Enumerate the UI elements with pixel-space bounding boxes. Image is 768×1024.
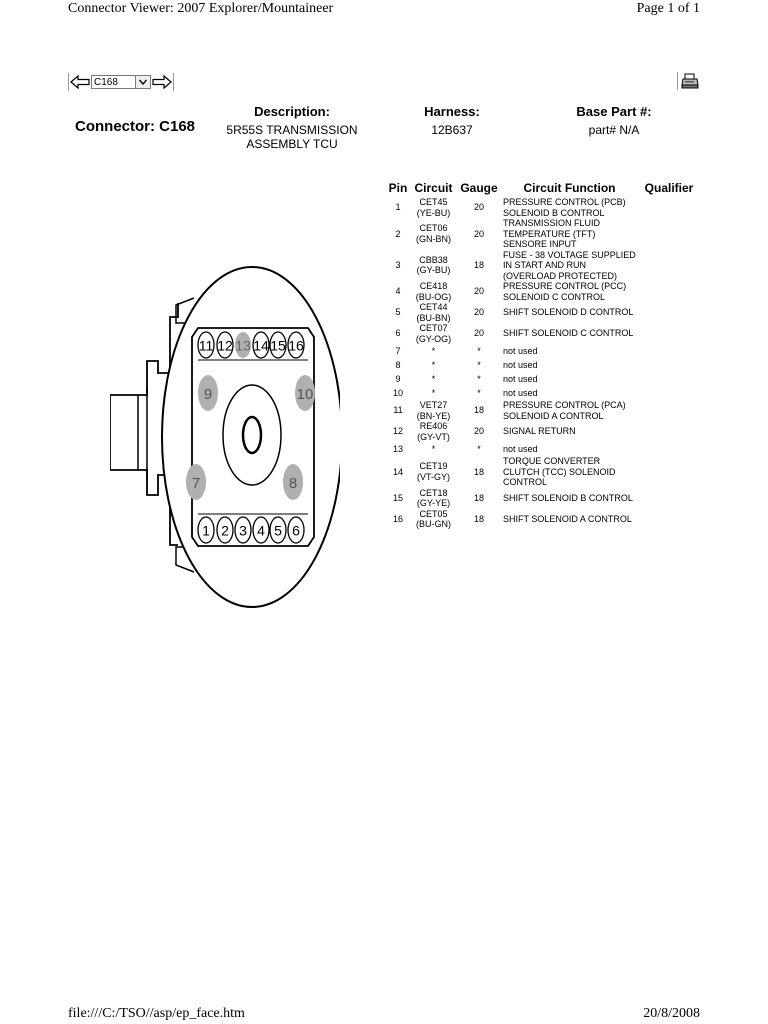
qualifier <box>638 509 700 530</box>
pin-2 <box>217 517 233 543</box>
pin-number: 11 <box>393 405 403 416</box>
arrow-right-icon <box>152 75 172 89</box>
wire-color: (GY-VT) <box>417 431 450 442</box>
circuit-cell <box>410 302 457 323</box>
harness-label: Harness: <box>424 104 480 119</box>
circuit-cell <box>410 323 457 344</box>
pin-number: 16 <box>392 513 403 524</box>
svg-text:3: 3 <box>239 522 247 539</box>
circuit-function: TORQUE CONVERTER CLUTCH (TCC) SOLENOID CONTROL <box>503 456 616 487</box>
svg-text:5: 5 <box>274 522 282 539</box>
prev-connector-button[interactable] <box>69 73 91 91</box>
pin-12 <box>217 332 233 358</box>
col-header-qualifier: Qualifier <box>644 181 694 195</box>
col-header-pin: Pin <box>388 181 408 195</box>
circuit-cell <box>410 281 457 302</box>
svg-text:6: 6 <box>292 522 300 539</box>
col-header-function: Circuit Function <box>523 181 616 195</box>
qualifier <box>638 218 700 250</box>
circuit-id: CET44 <box>419 302 448 312</box>
gauge-value: * <box>477 387 481 398</box>
svg-text:16: 16 <box>288 337 304 354</box>
pin-4 <box>253 517 269 543</box>
next-connector-button[interactable] <box>151 73 173 91</box>
circuit-id: * <box>431 359 436 370</box>
table-row <box>386 358 700 372</box>
pin-3 <box>235 517 251 543</box>
circuit-function: PRESSURE CONTROL (PCC) SOLENOID C CONTROL <box>503 281 627 302</box>
pin-15 <box>270 332 286 358</box>
pin-number: 8 <box>395 359 401 370</box>
wire-color: (GY-BU) <box>416 265 451 276</box>
table-header-row <box>386 181 700 197</box>
chevron-down-icon[interactable] <box>135 76 150 88</box>
table-row <box>386 197 700 218</box>
qualifier <box>638 250 700 282</box>
wire-color: (YE-BU) <box>416 207 451 218</box>
connector-title: Connector: C168 <box>75 118 196 135</box>
pin-10 <box>295 375 315 411</box>
gauge-value: 18 <box>473 492 484 503</box>
qualifier <box>638 323 700 344</box>
circuit-function: not used <box>503 373 538 384</box>
gauge-value: 18 <box>473 513 484 524</box>
window-title: Connector Viewer: 2007 Explorer/Mountaineer <box>68 1 334 16</box>
qualifier <box>638 421 700 442</box>
circuit-function: not used <box>503 443 538 454</box>
circuit-function: not used <box>503 359 538 370</box>
svg-text:14: 14 <box>253 337 269 354</box>
circuit-function: SHIFT SOLENOID B CONTROL <box>503 492 633 503</box>
svg-text:11: 11 <box>198 337 214 354</box>
table-row <box>386 218 700 250</box>
circuit-cell <box>410 197 457 218</box>
gauge-value: * <box>477 443 481 454</box>
circuit-function: not used <box>503 387 538 398</box>
circuit-id: RE406 <box>419 421 448 431</box>
connector-nav <box>68 72 174 92</box>
circuit-function: SHIFT SOLENOID D CONTROL <box>503 307 634 318</box>
circuit-function: PRESSURE CONTROL (PCB) SOLENOID B CONTROL <box>503 197 626 218</box>
svg-text:12: 12 <box>217 337 233 354</box>
pin-9 <box>198 375 218 411</box>
svg-text:8: 8 <box>288 475 298 492</box>
table-row <box>386 302 700 323</box>
circuit-function: PRESSURE CONTROL (PCA) SOLENOID A CONTROL <box>503 400 626 421</box>
pin-14 <box>253 332 269 358</box>
gauge-value: 20 <box>473 228 484 239</box>
footer-url: file:///C:/TSO//asp/ep_face.htm <box>68 1006 245 1021</box>
connector-select[interactable] <box>91 75 151 89</box>
qualifier <box>638 372 700 386</box>
circuit-function: SIGNAL RETURN <box>503 426 576 437</box>
gauge-value: 18 <box>473 405 484 416</box>
qualifier <box>638 488 700 509</box>
arrow-left-icon <box>70 75 90 89</box>
svg-text:13: 13 <box>235 337 251 354</box>
qualifier <box>638 302 700 323</box>
svg-text:4: 4 <box>257 522 265 539</box>
circuit-id: CET05 <box>419 508 448 519</box>
pin-number: 7 <box>395 345 401 356</box>
qualifier <box>638 400 700 421</box>
qualifier <box>638 344 700 358</box>
qualifier <box>638 442 700 456</box>
pin-number: 2 <box>395 228 401 239</box>
qualifier <box>638 197 700 218</box>
wire-color: (BU-OG) <box>415 291 452 302</box>
circuit-cell <box>410 344 457 358</box>
print-button[interactable] <box>677 72 699 90</box>
circuit-cell <box>410 218 457 250</box>
qualifier <box>638 358 700 372</box>
table-row <box>386 372 700 386</box>
circuit-id: CET45 <box>419 197 448 207</box>
gauge-value: 20 <box>473 307 484 318</box>
svg-text:9: 9 <box>203 386 213 403</box>
pin-number: 13 <box>392 443 403 454</box>
col-header-circuit: Circuit <box>414 181 453 195</box>
circuit-cell <box>410 372 457 386</box>
svg-text:10: 10 <box>296 386 314 403</box>
qualifier <box>638 456 700 488</box>
table-row <box>386 421 700 442</box>
circuit-cell <box>410 386 457 400</box>
table-row <box>386 456 700 488</box>
gauge-value: 18 <box>473 260 484 270</box>
pin-number: 15 <box>392 492 403 503</box>
circuit-id: * <box>431 443 436 454</box>
circuit-id: * <box>431 373 436 384</box>
divider <box>173 73 174 91</box>
svg-text:15: 15 <box>270 337 286 354</box>
circuit-id: CET06 <box>419 223 448 234</box>
table-row <box>386 509 700 530</box>
wire-color: (GY-YE) <box>416 498 451 508</box>
svg-text:2: 2 <box>221 522 229 539</box>
pin-13 <box>235 332 251 358</box>
pin-table-body <box>386 197 700 530</box>
page-number: Page 1 of 1 <box>636 1 700 16</box>
gauge-value: * <box>477 373 481 384</box>
gauge-value: 20 <box>473 328 484 339</box>
table-row <box>386 386 700 400</box>
pin-table <box>386 181 700 530</box>
printer-icon <box>681 73 699 90</box>
circuit-cell <box>410 442 457 456</box>
pin-number: 10 <box>392 387 403 398</box>
pin-16 <box>288 332 304 358</box>
pin-6 <box>288 517 304 543</box>
circuit-id: CET19 <box>419 461 448 472</box>
circuit-cell <box>410 400 457 421</box>
base-part-value: part# N/A <box>588 123 640 137</box>
circuit-function: SHIFT SOLENOID A CONTROL <box>503 513 632 524</box>
circuit-id: CE418 <box>419 281 448 291</box>
svg-text:7: 7 <box>191 475 201 492</box>
gauge-value: 20 <box>473 426 484 437</box>
harness-value: 12B637 <box>431 123 473 137</box>
pin-number: 3 <box>395 260 401 270</box>
pin-7 <box>186 464 206 500</box>
circuit-cell <box>410 509 457 530</box>
pin-number: 9 <box>395 373 401 384</box>
divider <box>677 72 678 90</box>
col-header-gauge: Gauge <box>460 181 498 195</box>
base-part-label: Base Part #: <box>576 104 652 119</box>
connector-face-diagram <box>110 265 340 610</box>
pin-number: 5 <box>395 307 401 318</box>
gauge-value: 18 <box>473 466 484 477</box>
circuit-function: SHIFT SOLENOID C CONTROL <box>503 328 634 339</box>
qualifier <box>638 386 700 400</box>
pin-11 <box>198 332 214 358</box>
table-row <box>386 344 700 358</box>
gauge-value: 20 <box>473 202 484 213</box>
pin-number: 1 <box>395 202 401 213</box>
table-row <box>386 400 700 421</box>
circuit-id: * <box>431 387 436 398</box>
description-label: Description: <box>254 104 330 119</box>
table-row <box>386 442 700 456</box>
gauge-value: * <box>477 359 481 370</box>
pin-8 <box>283 464 303 500</box>
table-row <box>386 281 700 302</box>
circuit-function: not used <box>503 345 538 356</box>
wire-color: (GN-BN) <box>416 233 451 244</box>
wire-color: (BU-BN) <box>416 312 451 323</box>
circuit-id: * <box>431 345 436 356</box>
pin-number: 14 <box>392 466 403 477</box>
circuit-id: CBB38 <box>419 254 448 265</box>
pin-1 <box>198 517 214 543</box>
circuit-cell <box>410 456 457 488</box>
pin-number: 12 <box>392 426 403 437</box>
circuit-cell <box>410 358 457 372</box>
svg-text:1: 1 <box>202 522 210 539</box>
wire-color: (GY-OG) <box>415 333 452 344</box>
description-value: 5R55S TRANSMISSION ASSEMBLY TCU <box>226 123 358 151</box>
pin-number: 4 <box>395 286 401 297</box>
pin-number: 6 <box>395 328 401 339</box>
table-row <box>386 250 700 282</box>
gauge-value: 20 <box>473 286 484 297</box>
pin-5 <box>270 517 286 543</box>
circuit-cell <box>410 421 457 442</box>
wire-color: (BU-GN) <box>416 519 451 529</box>
table-row <box>386 488 700 509</box>
table-row <box>386 323 700 344</box>
footer-date: 20/8/2008 <box>643 1006 700 1021</box>
circuit-id: CET07 <box>419 323 448 333</box>
circuit-id: VET27 <box>419 400 448 410</box>
circuit-id: CET18 <box>419 487 448 498</box>
gauge-value: * <box>477 345 481 356</box>
circuit-function: TRANSMISSION FLUID TEMPERATURE (TFT) SENSORE INPUT <box>503 218 601 249</box>
connector-select-value: C168 <box>94 76 118 88</box>
wire-color: (BN-YE) <box>416 410 451 421</box>
circuit-cell <box>410 488 457 509</box>
qualifier <box>638 281 700 302</box>
circuit-cell <box>410 250 457 282</box>
wire-color: (VT-GY) <box>417 471 450 482</box>
circuit-function: FUSE - 38 VOLTAGE SUPPLIED IN START AND RUN (OVERLOAD PROTECTED) <box>503 249 636 281</box>
